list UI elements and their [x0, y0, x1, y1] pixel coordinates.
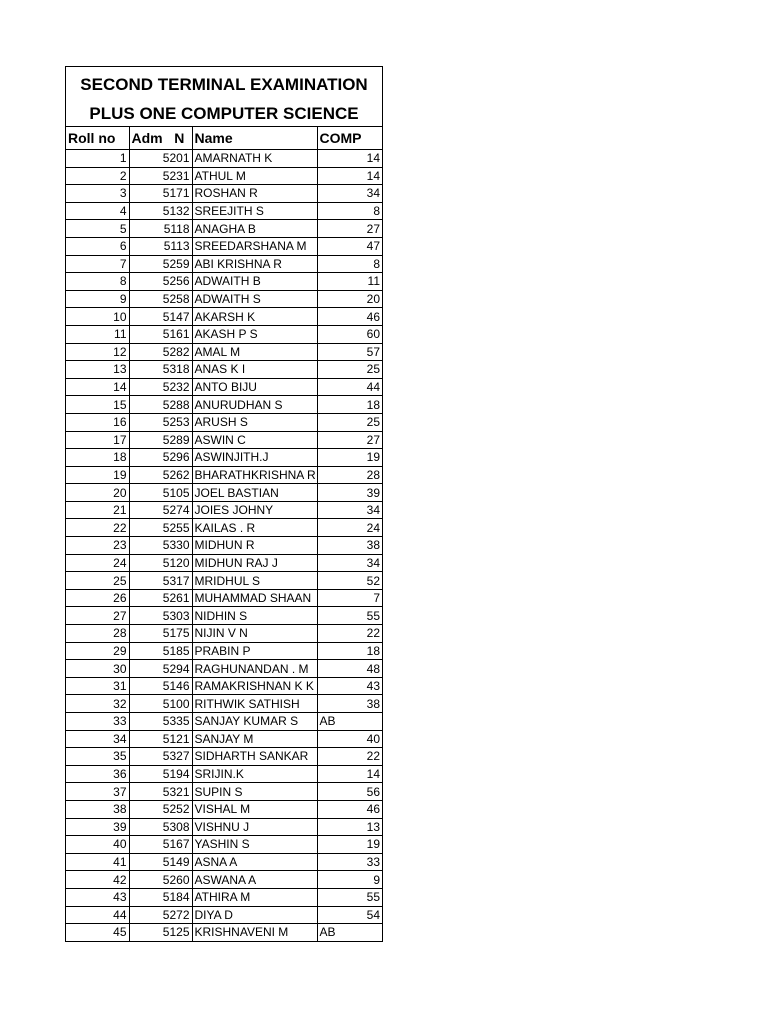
- name-cell: YASHIN S: [192, 836, 317, 854]
- table-row: [66, 519, 382, 537]
- name-cell: ADWAITH B: [192, 273, 317, 291]
- table-row: [66, 396, 382, 414]
- adm-no-cell: 5113: [129, 237, 192, 255]
- roll-no-cell: 31: [66, 677, 129, 695]
- comp-mark-cell: 52: [317, 572, 382, 590]
- comp-mark-cell: 19: [317, 836, 382, 854]
- adm-no-cell: 5303: [129, 607, 192, 625]
- adm-no-cell: 5327: [129, 748, 192, 766]
- roll-no-cell: 15: [66, 396, 129, 414]
- table-row: [66, 185, 382, 203]
- adm-no-cell: 5121: [129, 730, 192, 748]
- roll-no-cell: 23: [66, 537, 129, 555]
- table-row: [66, 853, 382, 871]
- table-row: [66, 255, 382, 273]
- name-cell: SUPIN S: [192, 783, 317, 801]
- comp-mark-cell: 22: [317, 748, 382, 766]
- roll-no-cell: 20: [66, 484, 129, 502]
- table-row: [66, 818, 382, 836]
- name-cell: ABI KRISHNA R: [192, 255, 317, 273]
- roll-no-cell: 11: [66, 325, 129, 343]
- roll-no-cell: 10: [66, 308, 129, 326]
- name-cell: SRIJIN.K: [192, 765, 317, 783]
- adm-no-cell: 5274: [129, 501, 192, 519]
- name-cell: SANJAY KUMAR S: [192, 713, 317, 731]
- table-row: [66, 237, 382, 255]
- comp-mark-cell: 46: [317, 308, 382, 326]
- roll-no-cell: 12: [66, 343, 129, 361]
- adm-no-cell: 5282: [129, 343, 192, 361]
- roll-no-cell: 3: [66, 185, 129, 203]
- adm-no-cell: 5231: [129, 167, 192, 185]
- roll-no-cell: 2: [66, 167, 129, 185]
- comp-mark-cell: 8: [317, 255, 382, 273]
- comp-mark-cell: 44: [317, 378, 382, 396]
- roll-no-cell: 45: [113, 925, 127, 940]
- comp-mark-cell: AB: [317, 924, 382, 941]
- comp-mark-cell: 43: [317, 677, 382, 695]
- adm-no-cell: 5321: [129, 783, 192, 801]
- name-cell: RITHWIK SATHISH: [192, 695, 317, 713]
- table-row: [66, 167, 382, 185]
- table-row: [66, 836, 382, 854]
- adm-no-cell: 5253: [129, 413, 192, 431]
- comp-mark-cell: 18: [317, 396, 382, 414]
- adm-no-cell: 5260: [129, 871, 192, 889]
- name-cell: VISHAL M: [192, 800, 317, 818]
- comp-mark-cell: 38: [317, 537, 382, 555]
- comp-mark-cell: 14: [317, 167, 382, 185]
- adm-no-cell: 5289: [129, 431, 192, 449]
- table-row: [66, 730, 382, 748]
- roll-no-cell: 22: [66, 519, 129, 537]
- roll-no-cell: 34: [66, 730, 129, 748]
- table-row: [66, 677, 382, 695]
- roll-no-cell: 16: [66, 413, 129, 431]
- adm-no-cell: 5118: [129, 220, 192, 238]
- comp-mark-cell: 9: [317, 871, 382, 889]
- name-cell: MUHAMMAD SHAAN: [192, 589, 317, 607]
- table-row: [66, 202, 382, 220]
- adm-no-cell: 5185: [129, 642, 192, 660]
- name-cell: VISHNU J: [192, 818, 317, 836]
- adm-no-cell: 5171: [129, 185, 192, 203]
- comp-mark-cell: 55: [317, 607, 382, 625]
- name-cell: AMARNATH K: [192, 150, 317, 168]
- table-row: [66, 413, 382, 431]
- roll-no-cell: 14: [66, 378, 129, 396]
- comp-mark-cell: 28: [317, 466, 382, 484]
- comp-mark-cell: 11: [317, 273, 382, 291]
- name-cell: ANURUDHAN S: [192, 396, 317, 414]
- roll-no-cell: 36: [66, 765, 129, 783]
- comp-mark-cell: AB: [317, 713, 382, 731]
- name-cell: KRISHNAVENI M: [192, 924, 317, 941]
- comp-mark-cell: 19: [317, 449, 382, 467]
- table-row: [66, 765, 382, 783]
- roll-no-cell: 8: [66, 273, 129, 291]
- header-comp: COMP: [317, 127, 382, 150]
- adm-no-cell: 5272: [129, 906, 192, 924]
- adm-no-cell: 5255: [129, 519, 192, 537]
- table-row: [66, 378, 382, 396]
- name-cell: ROSHAN R: [192, 185, 317, 203]
- roll-no-cell: 37: [66, 783, 129, 801]
- adm-no-cell: 5184: [129, 888, 192, 906]
- name-cell: SREEJITH S: [192, 202, 317, 220]
- comp-mark-cell: 7: [317, 589, 382, 607]
- name-cell: DIYA D: [192, 906, 317, 924]
- roll-no-cell: 17: [66, 431, 129, 449]
- header-adm-no: Adm N: [129, 127, 192, 150]
- table-row: [66, 361, 382, 379]
- table-row: [66, 484, 382, 502]
- roll-no-cell: 21: [66, 501, 129, 519]
- comp-mark-cell: 13: [317, 818, 382, 836]
- name-cell: PRABIN P: [192, 642, 317, 660]
- name-cell: ASWIN C: [192, 431, 317, 449]
- comp-mark-cell: 33: [317, 853, 382, 871]
- comp-mark-cell: 34: [317, 554, 382, 572]
- table-row: [66, 800, 382, 818]
- name-cell: RAMAKRISHNAN K K: [192, 677, 317, 695]
- roll-no-cell: 41: [66, 853, 129, 871]
- name-cell: MRIDHUL S: [192, 572, 317, 590]
- comp-mark-cell: 48: [317, 660, 382, 678]
- table-row: [66, 713, 382, 731]
- adm-no-cell: 5132: [129, 202, 192, 220]
- comp-mark-cell: 34: [317, 185, 382, 203]
- adm-no-cell: 5120: [129, 554, 192, 572]
- roll-no-cell: 29: [66, 642, 129, 660]
- adm-no-cell: 5308: [129, 818, 192, 836]
- name-cell: AKARSH K: [192, 308, 317, 326]
- adm-no-cell: 5161: [129, 325, 192, 343]
- name-cell: ANAGHA B: [192, 220, 317, 238]
- adm-no-cell: 5259: [129, 255, 192, 273]
- roll-no-cell: 4: [66, 202, 129, 220]
- table-row: [66, 501, 382, 519]
- header-roll-no: Roll no: [66, 127, 129, 150]
- adm-no-cell: 5167: [129, 836, 192, 854]
- table-row: [66, 924, 382, 941]
- roll-no-cell: 9: [66, 290, 129, 308]
- sheet-subtitle: PLUS ONE COMPUTER SCIENCE: [66, 101, 382, 127]
- comp-mark-cell: 40: [317, 730, 382, 748]
- table-row: [66, 642, 382, 660]
- adm-no-cell: 5262: [129, 466, 192, 484]
- adm-no-cell: 5147: [129, 308, 192, 326]
- name-cell: RAGHUNANDAN . M: [192, 660, 317, 678]
- comp-mark-cell: 57: [317, 343, 382, 361]
- roll-no-cell: 13: [66, 361, 129, 379]
- roll-no-cell: 18: [66, 449, 129, 467]
- adm-no-cell: 5232: [129, 378, 192, 396]
- name-cell: ASNA A: [192, 853, 317, 871]
- roll-no-cell: 6: [66, 237, 129, 255]
- roll-no-cell: 38: [66, 800, 129, 818]
- adm-no-cell: 5194: [129, 765, 192, 783]
- adm-no-cell: 5149: [129, 853, 192, 871]
- table-row: [66, 308, 382, 326]
- adm-no-cell: 5100: [129, 695, 192, 713]
- roll-no-cell: 30: [66, 660, 129, 678]
- name-cell: ASWANA A: [192, 871, 317, 889]
- table-row: [66, 273, 382, 291]
- roll-no-cell: 43: [66, 888, 129, 906]
- table-row: [66, 607, 382, 625]
- roll-no-cell: 24: [66, 554, 129, 572]
- name-cell: JOIES JOHNY: [192, 501, 317, 519]
- adm-no-cell: 5335: [129, 713, 192, 731]
- adm-no-cell: 5330: [129, 537, 192, 555]
- adm-no-cell: 5288: [129, 396, 192, 414]
- roll-no-cell: 25: [66, 572, 129, 590]
- header-row: [66, 127, 382, 150]
- name-cell: ASWINJITH.J: [192, 449, 317, 467]
- table-row: [66, 871, 382, 889]
- name-cell: SREEDARSHANA M: [192, 237, 317, 255]
- table-row: [66, 783, 382, 801]
- roll-no-cell: 44: [66, 906, 129, 924]
- marks-table: [66, 127, 382, 941]
- adm-no-cell: 5105: [129, 484, 192, 502]
- name-cell: MIDHUN RAJ J: [192, 554, 317, 572]
- comp-mark-cell: 14: [317, 765, 382, 783]
- name-cell: SIDHARTH SANKAR: [192, 748, 317, 766]
- name-cell: ADWAITH S: [192, 290, 317, 308]
- comp-mark-cell: 14: [317, 150, 382, 168]
- adm-no-cell: 5256: [129, 273, 192, 291]
- comp-mark-cell: 8: [317, 202, 382, 220]
- table-row: [66, 537, 382, 555]
- adm-no-cell: 5175: [129, 625, 192, 643]
- name-cell: ATHIRA M: [192, 888, 317, 906]
- roll-no-cell: 35: [66, 748, 129, 766]
- adm-no-cell: 5296: [129, 449, 192, 467]
- comp-mark-cell: 24: [317, 519, 382, 537]
- comp-mark-cell: 34: [317, 501, 382, 519]
- roll-no-cell: 5: [66, 220, 129, 238]
- table-row: [66, 906, 382, 924]
- table-row: [66, 888, 382, 906]
- comp-mark-cell: 55: [317, 888, 382, 906]
- roll-no-cell: 26: [66, 589, 129, 607]
- table-row: [66, 589, 382, 607]
- comp-mark-cell: 47: [317, 237, 382, 255]
- comp-mark-cell: 25: [317, 361, 382, 379]
- adm-no-cell: 5252: [129, 800, 192, 818]
- comp-mark-cell: 39: [317, 484, 382, 502]
- name-cell: JOEL BASTIAN: [192, 484, 317, 502]
- sheet-title: SECOND TERMINAL EXAMINATION: [80, 75, 368, 94]
- roll-no-cell: 39: [66, 818, 129, 836]
- roll-no-cell: 40: [66, 836, 129, 854]
- roll-no-cell: 32: [66, 695, 129, 713]
- header-name: Name: [192, 127, 317, 150]
- comp-mark-cell: 27: [317, 220, 382, 238]
- adm-no-cell: 5318: [129, 361, 192, 379]
- table-row: [66, 449, 382, 467]
- roll-no-cell: 33: [66, 713, 129, 731]
- adm-no-cell: 5201: [129, 150, 192, 168]
- name-cell: SANJAY M: [192, 730, 317, 748]
- adm-no-cell: 5261: [129, 589, 192, 607]
- adm-no-cell: 5317: [129, 572, 192, 590]
- name-cell: ARUSH S: [192, 413, 317, 431]
- exam-marks-sheet: [65, 66, 383, 942]
- adm-no-cell: 5294: [129, 660, 192, 678]
- comp-mark-cell: 22: [317, 625, 382, 643]
- name-cell: ATHUL M: [192, 167, 317, 185]
- comp-mark-cell: 25: [317, 413, 382, 431]
- comp-mark-cell: 60: [317, 325, 382, 343]
- comp-mark-cell: 20: [317, 290, 382, 308]
- table-row: [66, 343, 382, 361]
- name-cell: AMAL M: [192, 343, 317, 361]
- roll-no-cell: 42: [66, 871, 129, 889]
- table-row: [66, 325, 382, 343]
- name-cell: NIDHIN S: [192, 607, 317, 625]
- table-row: [66, 625, 382, 643]
- table-row: [66, 220, 382, 238]
- name-cell: BHARATHKRISHNA R: [192, 466, 317, 484]
- table-row: [66, 466, 382, 484]
- comp-mark-cell: 56: [317, 783, 382, 801]
- comp-mark-cell: 38: [317, 695, 382, 713]
- table-row: [66, 748, 382, 766]
- table-row: [66, 431, 382, 449]
- name-cell: ANAS K I: [192, 361, 317, 379]
- roll-no-cell: 7: [66, 255, 129, 273]
- comp-mark-cell: 18: [317, 642, 382, 660]
- roll-no-cell: 1: [66, 150, 129, 168]
- adm-no-cell: 5125: [129, 924, 192, 941]
- table-row: [66, 150, 382, 168]
- roll-no-cell: 27: [66, 607, 129, 625]
- table-row: [66, 290, 382, 308]
- table-row: [66, 572, 382, 590]
- roll-no-cell: 19: [66, 466, 129, 484]
- table-row: [66, 660, 382, 678]
- name-cell: NIJIN V N: [192, 625, 317, 643]
- name-cell: KAILAS . R: [192, 519, 317, 537]
- name-cell: AKASH P S: [192, 325, 317, 343]
- comp-mark-cell: 27: [317, 431, 382, 449]
- table-row: [66, 695, 382, 713]
- comp-mark-cell: 54: [317, 906, 382, 924]
- table-row: [66, 554, 382, 572]
- name-cell: MIDHUN R: [192, 537, 317, 555]
- comp-mark-cell: 46: [317, 800, 382, 818]
- roll-no-cell: 28: [66, 625, 129, 643]
- adm-no-cell: 5146: [129, 677, 192, 695]
- name-cell: ANTO BIJU: [192, 378, 317, 396]
- adm-no-cell: 5258: [129, 290, 192, 308]
